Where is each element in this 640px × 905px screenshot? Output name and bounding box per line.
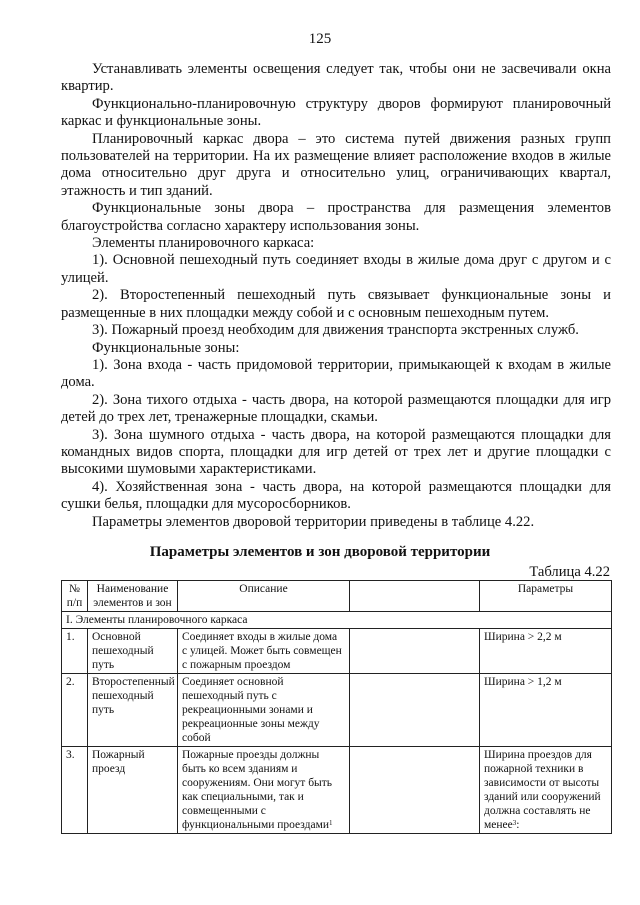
table-header-row (62, 581, 612, 612)
cell-params: Ширина > 1,2 м (480, 674, 612, 747)
paragraph: Функциональные зоны двора – пространства для размещения элементов благоустройства согласно характеру использования зоны. (61, 200, 611, 234)
cell-num: 2. (62, 674, 88, 747)
paragraph: 3). Зона шумного отдыха - часть двора, на которой размещаются площадки для командных видов спорта, площадки для игр детей от трех лет и другие площадки с высокими шумовыми характеристиками. (61, 426, 611, 478)
paragraph: 2). Второстепенный пешеходный путь связывает функциональные зоны и размещенные в них площадки между собой и с основным пешеходным путем. (61, 287, 611, 321)
cell-name: Пожарный проезд (88, 747, 178, 834)
cell-params (480, 747, 612, 834)
cell-empty (350, 747, 480, 834)
table-row (62, 747, 612, 834)
section-title: I. Элементы планировочного каркаса (62, 612, 612, 629)
paragraph: Устанавливать элементы освещения следует так, чтобы они не засвечивали окна квартир. (61, 61, 611, 95)
body-text (61, 61, 611, 531)
paragraph: 1). Основной пешеходный путь соединяет входы в жилые дома друг с другом и с улицей. (61, 252, 611, 286)
cell-desc: Соединяет основной пешеходный путь с рекреационными зонами и рекреационные зоны между собой (178, 674, 350, 747)
cell-num: 1. (62, 629, 88, 674)
paragraph: Параметры элементов дворовой территории приведены в таблице 4.22. (92, 513, 535, 530)
cell-name: Основной пешеходный путь (88, 629, 178, 674)
paragraph: Элементы планировочного каркаса: (92, 235, 315, 252)
table-heading: Параметры элементов и зон дворовой территории (149, 544, 491, 560)
parameters-table (61, 580, 612, 834)
paragraph: 2). Зона тихого отдыха - часть двора, на которой размещаются площадки для игр детей до трех лет, тренажерные площадки, скамьи. (61, 391, 611, 426)
paragraph: 1). Зона входа - часть придомовой территории, примыкающей к входам в жилые дома. (61, 356, 611, 391)
header-desc: Описание (178, 581, 350, 612)
footnote-marker: 1 (329, 819, 333, 827)
cell-params: Ширина > 2,2 м (480, 629, 612, 674)
cell-empty (350, 674, 480, 747)
cell-params-tail: : (516, 819, 520, 831)
cell-num: 3. (62, 747, 88, 834)
paragraph: 4). Хозяйственная зона - часть двора, на которой размещаются площадки для сушки белья, площадки для мусоросборников. (61, 478, 611, 513)
table-row (62, 629, 612, 674)
cell-desc (178, 747, 350, 834)
paragraph: Планировочный каркас двора – это система путей движения разных групп пользователей на территории. На их размещение влияет расположение входов в жилые дома относительно друг друга и относительно улиц, ограничивающих квартал, этажность и тип зданий. (61, 130, 611, 199)
header-params: Параметры (480, 581, 612, 612)
section-row (62, 612, 612, 629)
page-number: 125 (308, 31, 332, 47)
paragraph: 3). Пожарный проезд необходим для движения транспорта экстренных служб. (92, 322, 579, 339)
cell-empty (350, 629, 480, 674)
cell-desc: Соединяет входы в жилые дома с улицей. Может быть совмещен с пожарным проездом (178, 629, 350, 674)
footnote-marker: 3 (512, 819, 517, 827)
cell-params-text: Ширина проездов для пожарной техники в зависимости от высоты зданий или сооружений должна составлять не менее (484, 749, 601, 831)
table-label: Таблица 4.22 (529, 564, 610, 580)
paragraph: Функционально-планировочную структуру дворов формируют планировочный каркас и функциональные зоны. (61, 95, 611, 130)
cell-desc-text: Пожарные проезды должны быть ко всем зданиям и сооружениям. Они могут быть как специальными, так и совмещенными с функциональными проездами (182, 749, 333, 831)
header-empty (350, 581, 480, 612)
header-name: Наименование элементов и зон (88, 581, 178, 612)
header-num: № п/п (62, 581, 88, 612)
table-row (62, 674, 612, 747)
paragraph: Функциональные зоны: (92, 339, 240, 356)
cell-name: Второстепенный пешеходный путь (88, 674, 178, 747)
